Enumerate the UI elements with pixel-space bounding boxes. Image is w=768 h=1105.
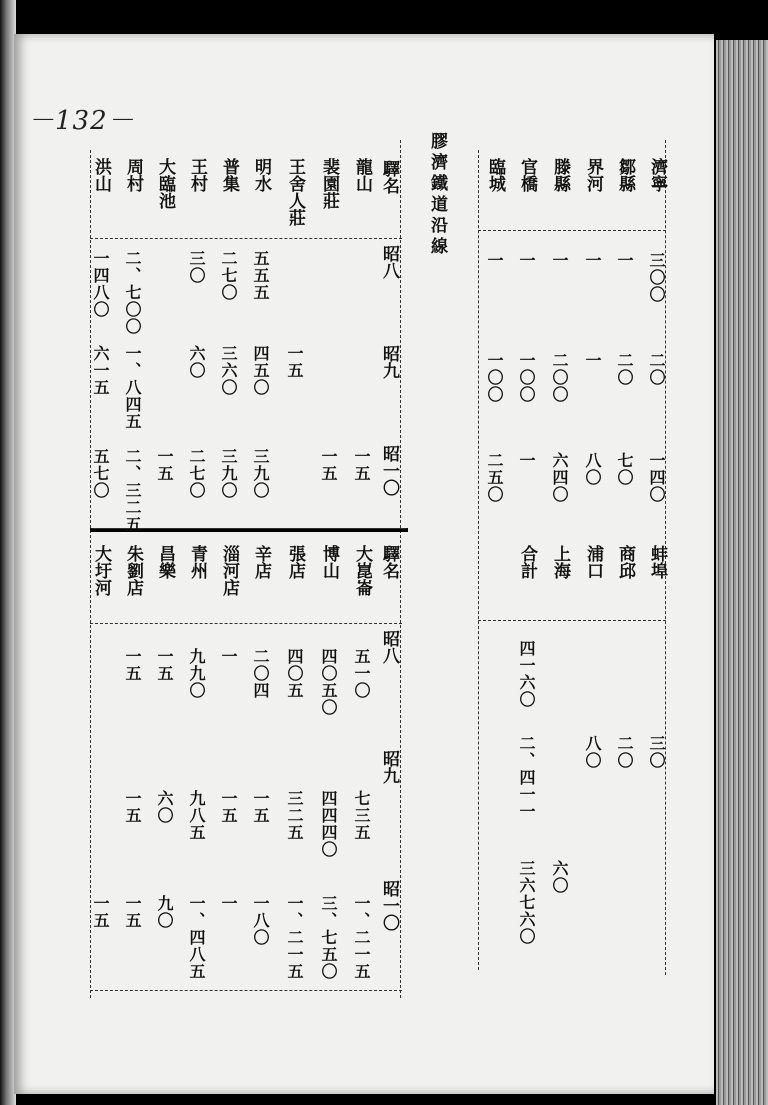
value-showa9: 二〇 bbox=[647, 352, 666, 386]
station-name: 張店 bbox=[285, 545, 305, 579]
value-showa8: 一 bbox=[615, 252, 634, 269]
value-showa10: 九〇 bbox=[155, 895, 174, 929]
value-showa8: 一 bbox=[517, 252, 536, 269]
value-showa9: 八〇 bbox=[583, 735, 602, 769]
station-name: 商邱 bbox=[615, 545, 635, 579]
value-showa8: 四〇五 bbox=[285, 648, 304, 699]
left-header-rule-2 bbox=[90, 623, 402, 624]
value-showa9: 三六〇 bbox=[219, 345, 238, 396]
value-showa9: 二、四一一 bbox=[517, 735, 536, 820]
value-showa10: 二七〇 bbox=[187, 448, 206, 499]
value-showa10: 三、七五〇 bbox=[319, 895, 338, 980]
station-name: 辛店 bbox=[251, 545, 271, 579]
value-showa9: 九八五 bbox=[187, 790, 206, 841]
header-showa10: 昭一〇 bbox=[379, 445, 399, 496]
value-showa9: 一〇〇 bbox=[485, 352, 504, 403]
value-showa9: 四四四〇 bbox=[319, 790, 338, 858]
station-name: 博山 bbox=[319, 545, 339, 579]
value-showa9: 三〇 bbox=[647, 735, 666, 769]
value-showa9: 六一五 bbox=[91, 345, 110, 396]
value-showa9: 七三五 bbox=[352, 790, 371, 841]
right-table-border-left bbox=[478, 150, 479, 970]
value-showa10: 三九〇 bbox=[251, 448, 270, 499]
left-table-border-right bbox=[400, 140, 401, 998]
right-header-rule-2 bbox=[478, 620, 666, 621]
value-showa10: 六四〇 bbox=[550, 452, 569, 503]
value-showa10: 一、四八五 bbox=[187, 895, 206, 980]
value-showa10: 一五 bbox=[123, 895, 142, 929]
value-showa9: 三二五 bbox=[285, 790, 304, 841]
value-showa10: 二、三二五 bbox=[123, 448, 142, 533]
right-header-rule bbox=[478, 230, 666, 231]
station-name: 王舍人莊 bbox=[285, 158, 305, 226]
station-name: 淄河店 bbox=[219, 545, 239, 596]
value-showa10: 一五 bbox=[91, 895, 110, 929]
value-showa10: 一四〇 bbox=[647, 452, 666, 503]
value-showa8: 四〇五〇 bbox=[319, 648, 338, 716]
value-showa8: 九九〇 bbox=[187, 648, 206, 699]
value-showa10: 一五 bbox=[319, 448, 338, 482]
value-showa8: 二七〇 bbox=[219, 250, 238, 301]
station-name: 昌樂 bbox=[155, 545, 175, 579]
value-showa9: 一 bbox=[583, 352, 602, 369]
station-name: 界河 bbox=[583, 158, 603, 192]
value-showa8: 三〇〇 bbox=[647, 252, 666, 303]
value-showa9: 二〇 bbox=[615, 352, 634, 386]
value-showa9: 一〇〇 bbox=[517, 352, 536, 403]
value-showa10: 一五 bbox=[155, 448, 174, 482]
value-showa8: 一 bbox=[550, 252, 569, 269]
value-showa8: 一五 bbox=[155, 648, 174, 682]
left-header-rule bbox=[90, 238, 402, 239]
station-name: 鄒縣 bbox=[615, 158, 635, 192]
value-showa8: 三〇 bbox=[187, 250, 206, 284]
value-showa8: 一 bbox=[485, 252, 504, 269]
value-showa10: 七〇 bbox=[615, 452, 634, 486]
value-showa8: 四一六〇 bbox=[517, 640, 536, 708]
value-showa9: 四五〇 bbox=[251, 345, 270, 396]
value-showa9: 一五 bbox=[219, 790, 238, 824]
value-showa10: 一、二一五 bbox=[285, 895, 304, 980]
station-name: 滕縣 bbox=[550, 158, 570, 192]
value-showa10: 二五〇 bbox=[485, 452, 504, 503]
header-showa9: 昭九 bbox=[379, 750, 399, 784]
value-showa10: 一五 bbox=[352, 448, 371, 482]
station-name: 普集 bbox=[219, 158, 239, 192]
value-showa9: 一、八四五 bbox=[123, 345, 142, 430]
header-showa8: 昭八 bbox=[379, 245, 399, 279]
station-name: 周村 bbox=[123, 158, 143, 192]
header-station: 驛名 bbox=[379, 545, 399, 579]
station-name: 臨城 bbox=[485, 158, 505, 192]
value-showa8: 五五五 bbox=[251, 250, 270, 301]
station-name: 濟寧 bbox=[647, 158, 667, 192]
value-showa8: 一五 bbox=[123, 648, 142, 682]
value-showa9: 一五 bbox=[251, 790, 270, 824]
value-showa9: 一五 bbox=[285, 345, 304, 379]
header-showa10: 昭一〇 bbox=[379, 880, 399, 931]
station-name: 青州 bbox=[187, 545, 207, 579]
station-name: 官橋 bbox=[517, 158, 537, 192]
page-edge bbox=[716, 40, 768, 1105]
header-showa8: 昭八 bbox=[379, 630, 399, 664]
value-showa9: 二〇 bbox=[615, 735, 634, 769]
value-showa8: 一 bbox=[219, 648, 238, 665]
station-name: 上海 bbox=[550, 545, 570, 579]
value-showa10: 一 bbox=[219, 895, 238, 912]
station-name: 洪山 bbox=[91, 158, 111, 192]
header-showa9: 昭九 bbox=[379, 345, 399, 379]
value-showa10: 五七〇 bbox=[91, 448, 110, 499]
route-title: 膠濟鐵道沿線 bbox=[427, 132, 447, 258]
value-showa8: 二〇四 bbox=[251, 648, 270, 699]
value-showa10: 一 bbox=[517, 452, 536, 469]
value-showa10: 三九〇 bbox=[219, 448, 238, 499]
value-showa9: 一五 bbox=[123, 790, 142, 824]
value-showa8: 二、七〇〇 bbox=[123, 250, 142, 335]
station-name: 明水 bbox=[251, 158, 271, 192]
header-station: 驛名 bbox=[379, 160, 399, 194]
value-showa9: 六〇 bbox=[155, 790, 174, 824]
station-name: 浦口 bbox=[583, 545, 603, 579]
station-name: 大崑崙 bbox=[352, 545, 372, 596]
station-name: 王村 bbox=[187, 158, 207, 192]
value-showa10: 一、二一五 bbox=[352, 895, 371, 980]
value-showa10: 八〇 bbox=[583, 452, 602, 486]
station-name: 裴園莊 bbox=[319, 158, 339, 209]
value-showa9: 二〇〇 bbox=[550, 352, 569, 403]
value-showa8: 五一〇 bbox=[352, 648, 371, 699]
value-showa8: 一四八〇 bbox=[91, 250, 110, 318]
station-name: 大圩河 bbox=[91, 545, 111, 596]
left-bottom-rule bbox=[90, 990, 402, 991]
value-showa9: 六〇 bbox=[187, 345, 206, 379]
station-name: 朱劉店 bbox=[123, 545, 143, 596]
page-number: －132－ bbox=[28, 106, 135, 136]
station-name: 蚌埠 bbox=[647, 545, 667, 579]
value-showa10: 六〇 bbox=[550, 860, 569, 894]
value-showa8: 一 bbox=[583, 252, 602, 269]
value-showa10: 三六七六〇 bbox=[517, 860, 536, 945]
station-name: 合計 bbox=[517, 545, 537, 579]
value-showa10: 一八〇 bbox=[251, 895, 270, 946]
station-name: 大臨池 bbox=[155, 158, 175, 209]
station-name: 龍山 bbox=[352, 158, 372, 192]
